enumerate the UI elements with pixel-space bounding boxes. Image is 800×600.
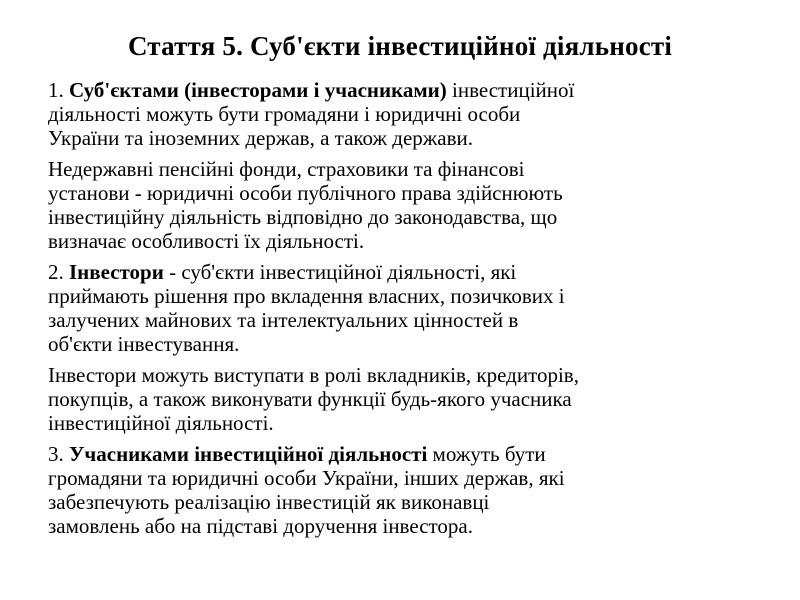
paragraph-line: покупців, а також виконувати функції будь-якого учасника: [48, 387, 572, 411]
paragraph-line: забезпечують реалізацію інвестицій як виконавці: [48, 490, 490, 514]
paragraph-line: [48, 260, 768, 284]
text-run: інвестиційної: [446, 78, 575, 102]
paragraph-line: Інвестори можуть виступати в ролі вкладників, кредиторів,: [48, 363, 579, 387]
paragraph-1-subjects: [48, 78, 768, 150]
slide-title: Стаття 5. Суб'єкти інвестиційної діяльності: [127, 31, 673, 61]
paragraph-line: замовлень або на підставі доручення інвестора.: [48, 514, 473, 538]
paragraph-line: залучених майнових та інтелектуальних цінностей в: [48, 308, 519, 332]
paragraph-line: громадяни та юридичні особи України, інших держав, які: [48, 466, 565, 490]
paragraph-line: визначає особливості їх діяльності.: [48, 229, 365, 253]
bold-term: Учасниками інвестиційної діяльності: [69, 442, 428, 466]
paragraph-line: інвестиційної діяльності.: [48, 411, 274, 435]
paragraph-line: Недержавні пенсійні фонди, страховики та фінансові: [48, 157, 525, 181]
paragraph-3-participants: [48, 442, 768, 538]
paragraph-2-investors: [48, 260, 768, 356]
item-number: 2.: [48, 260, 69, 284]
item-number: 1.: [48, 78, 69, 102]
paragraph-line: приймають рішення про вкладення власних, позичкових і: [48, 284, 565, 308]
item-number: 3.: [48, 442, 69, 466]
paragraph-pension-funds: [48, 157, 768, 253]
paragraph-line: інвестиційну діяльність відповідно до законодавства, що: [48, 205, 558, 229]
text-run: можуть бути: [427, 442, 546, 466]
paragraph-line: діяльності можуть бути громадяни і юридичні особи: [48, 102, 521, 126]
bold-term: Інвестори: [69, 260, 164, 284]
paragraph-line: установи - юридичні особи публічного права здійснюють: [48, 181, 563, 205]
paragraph-line: України та іноземних держав, а також держави.: [48, 126, 474, 150]
paragraph-line: об'єкти інвестування.: [48, 332, 240, 356]
text-run: - суб'єкти інвестиційної діяльності, які: [163, 260, 517, 284]
paragraph-line: [48, 442, 768, 466]
paragraph-line: [48, 78, 768, 102]
paragraph-investor-roles: [48, 363, 768, 435]
slide-body: [48, 78, 768, 545]
bold-term: Суб'єктами (інвесторами і учасниками): [69, 78, 447, 102]
